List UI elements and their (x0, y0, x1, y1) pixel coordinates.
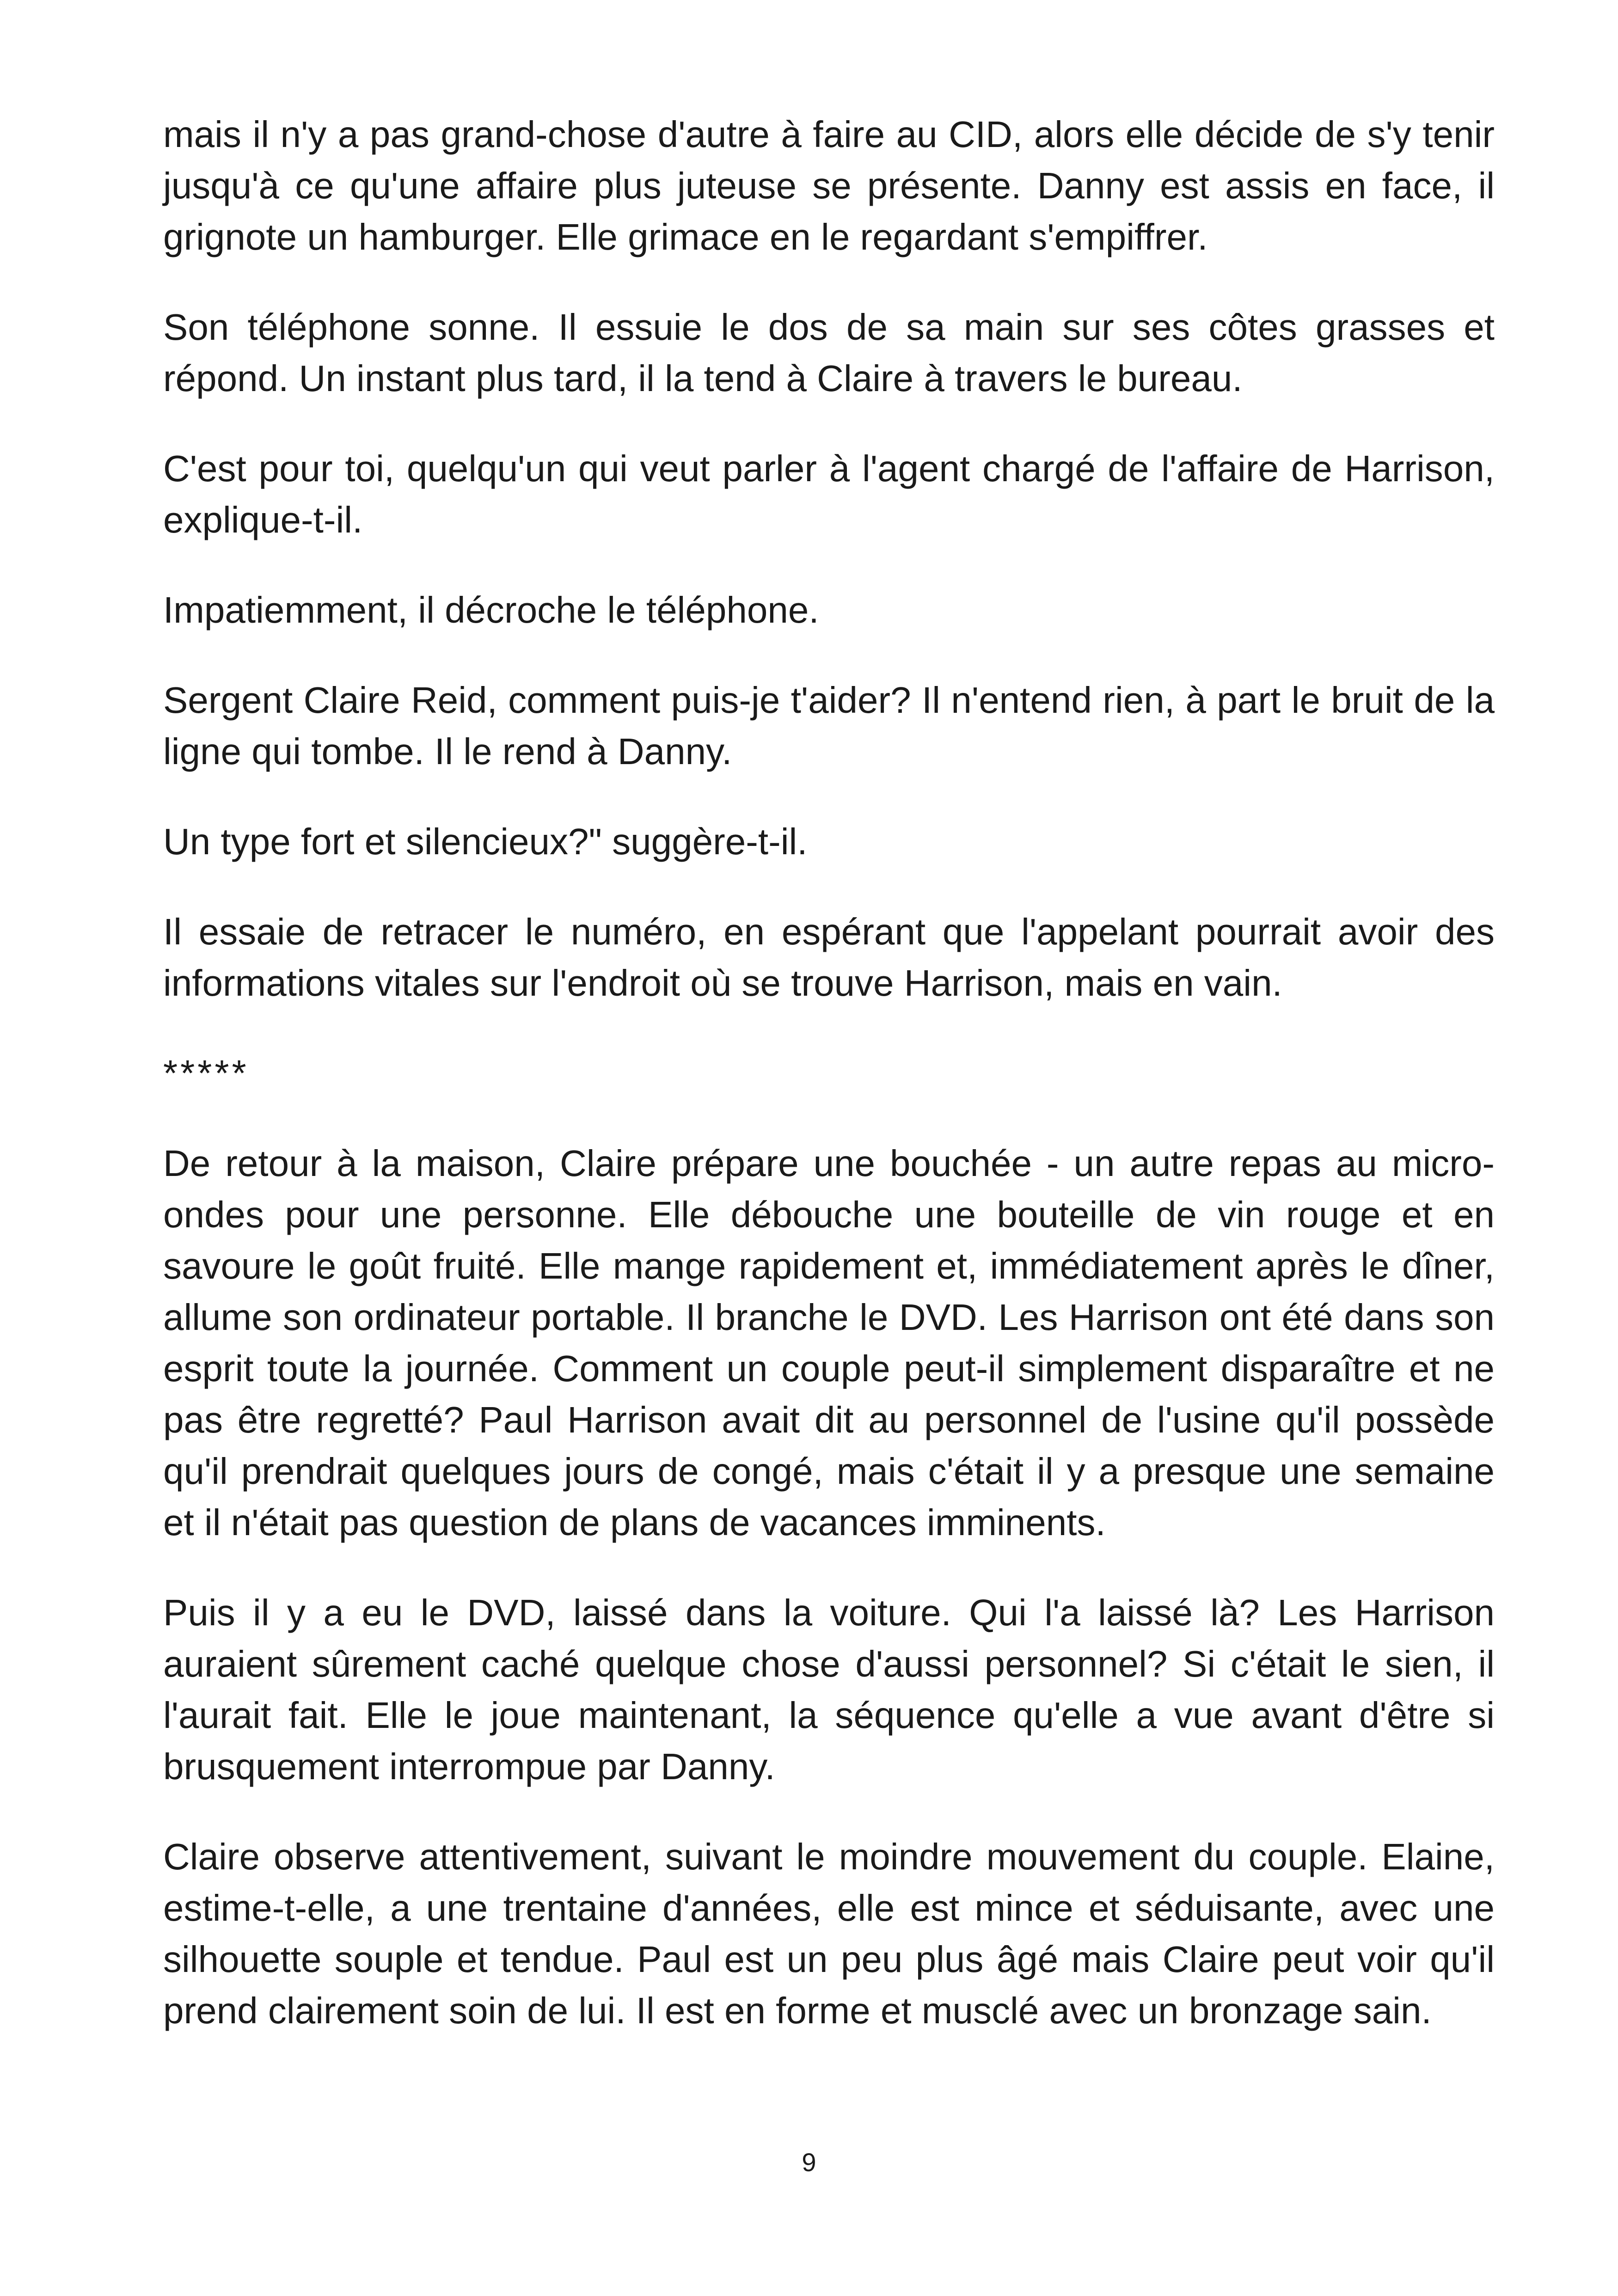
paragraph: Impatiemment, il décroche le téléphone. (163, 589, 819, 631)
page-number: 9 (802, 2148, 816, 2177)
scene-separator: ***** (163, 1053, 249, 1094)
paragraph: De retour à la maison, Claire prépare une bouchée - un autre repas au micro-ondes pour une personne. Elle débouche une bouteille de vin rouge et en savoure le goût fruité. Elle mange rapidement et, immédiatement après le dîner, allume son ordinateur portable. Il branche le DVD. Les Harrison ont été dans son esprit toute la journée. Comment un couple peut-il simplement disparaître et ne pas être regretté? Paul Harrison avait dit au personnel de l'usine qu'il possède qu'il prendrait quelques jours de congé, mais c'était il y a presque une semaine et il n'était pas question de plans de vacances imminents. (163, 1143, 1495, 1543)
paragraph: Il essaie de retracer le numéro, en espérant que l'appelant pourrait avoir des informations vitales sur l'endroit où se trouve Harrison, mais en vain. (163, 911, 1495, 1004)
paragraph: Claire observe attentivement, suivant le moindre mouvement du couple. Elaine, estime-t-elle, a une trentaine d'années, elle est mince et séduisante, avec une silhouette souple et tendue. Paul est un peu plus âgé mais Claire peut voir qu'il prend clairement soin de lui. Il est en forme et musclé avec un bronzage sain. (163, 1836, 1495, 2031)
paragraph: Un type fort et silencieux?" suggère-t-il. (163, 821, 808, 862)
paragraph: Son téléphone sonne. Il essuie le dos de sa main sur ses côtes grasses et répond. Un instant plus tard, il la tend à Claire à travers le bureau. (163, 306, 1495, 399)
paragraph: mais il n'y a pas grand-chose d'autre à faire au CID, alors elle décide de s'y tenir jusqu'à ce qu'une affaire plus juteuse se présente. Danny est assis en face, il grignote un hamburger. Elle grimace en le regardant s'empiffrer. (163, 114, 1495, 257)
paragraph: Sergent Claire Reid, comment puis-je t'aider? Il n'entend rien, à part le bruit de la ligne qui tombe. Il le rend à Danny. (163, 680, 1495, 772)
paragraph: Puis il y a eu le DVD, laissé dans la voiture. Qui l'a laissé là? Les Harrison auraient sûrement caché quelque chose d'aussi personnel? Si c'était le sien, il l'aurait fait. Elle le joue maintenant, la séquence qu'elle a vue avant d'être si brusquement interrompue par Danny. (163, 1592, 1495, 1787)
body-text (163, 109, 1495, 2075)
paragraph: C'est pour toi, quelqu'un qui veut parler à l'agent chargé de l'affaire de Harrison, explique-t-il. (163, 448, 1495, 540)
